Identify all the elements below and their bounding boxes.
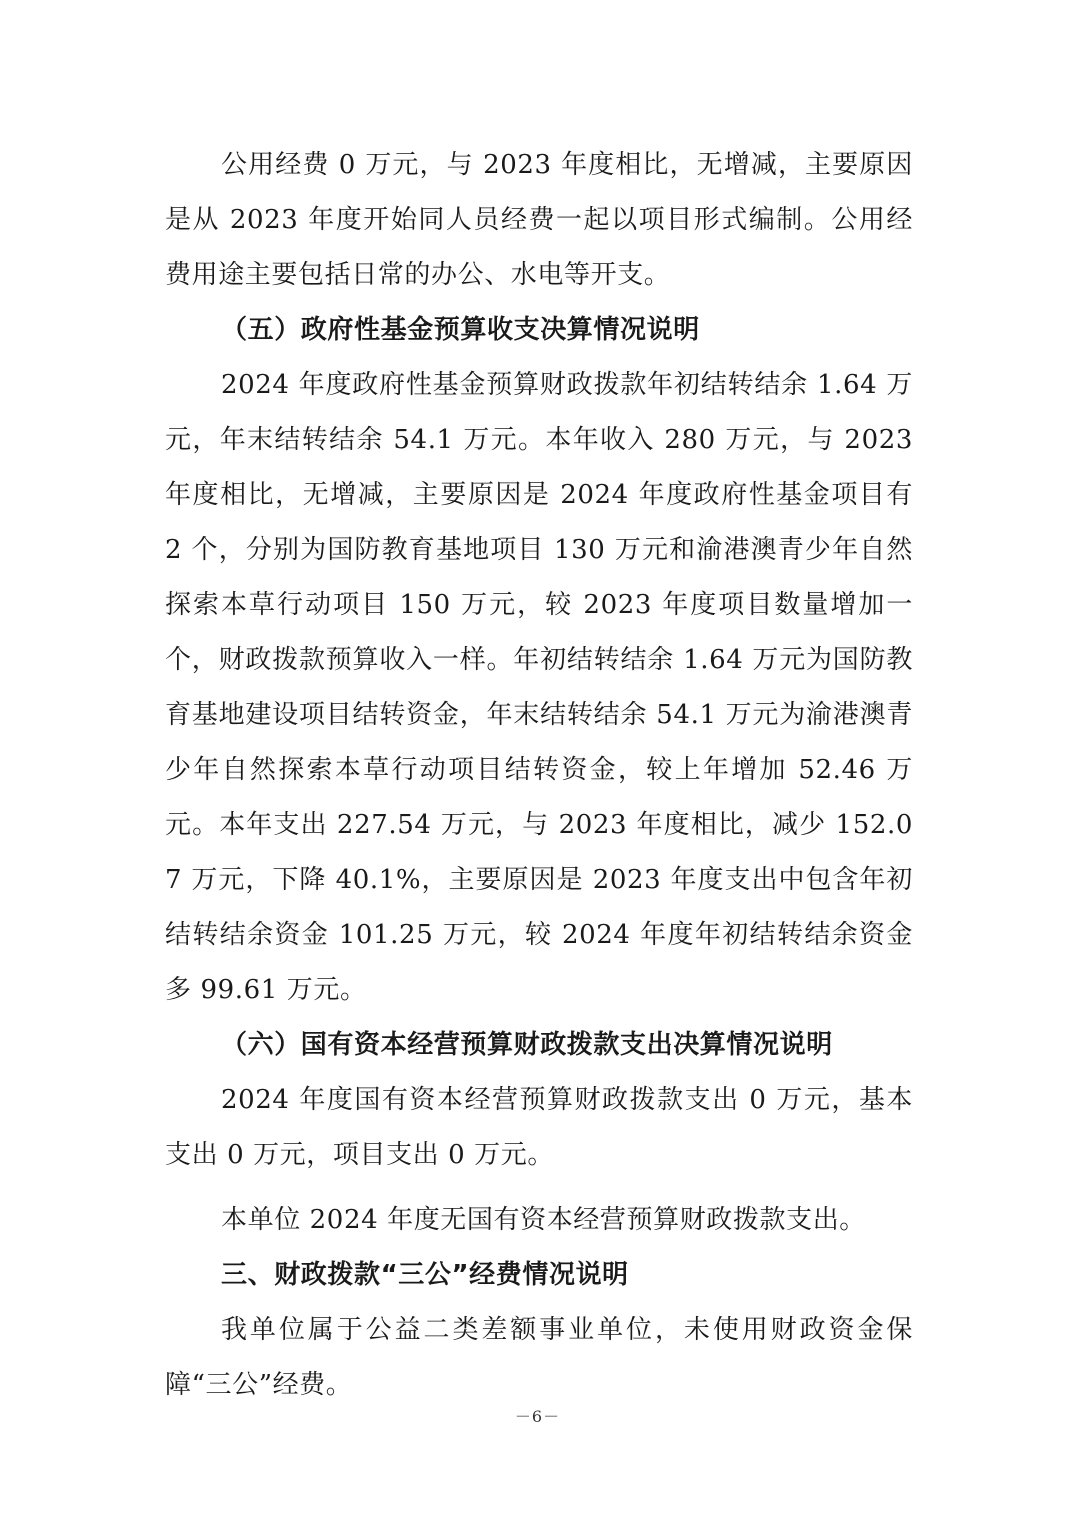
paragraph-state-capital-budget: 2024 年度国有资本经营预算财政拨款支出 0 万元，基本支出 0 万元，项目支出 0 万元。 [165,1085,913,1170]
paragraph-no-state-capital-expenditure: 本单位 2024 年度无国有资本经营预算财政拨款支出。 [221,1205,866,1235]
heading-three-public-expenses: 三、财政拨款“三公”经费情况说明 [221,1260,629,1290]
heading-state-capital-budget: （六）国有资本经营预算财政拨款支出决算情况说明 [221,1030,833,1060]
paragraph-public-expenses: 公用经费 0 万元，与 2023 年度相比，无增减，主要原因是从 2023 年度开始同人员经费一起以项目形式编制。公用经费用途主要包括日常的办公、水电等开支。 [165,150,913,290]
heading-government-fund-budget: （五）政府性基金预算收支决算情况说明 [221,315,700,345]
page-number: －6－ [514,1407,561,1426]
document-body [165,138,913,1413]
paragraph-government-fund-budget: 2024 年度政府性基金预算财政拨款年初结转结余 1.64 万元，年末结转结余 54.1 万元。本年收入 280 万元，与 2023 年度相比，无增减，主要原因是 2024 年度政府性基金项目有 2 个，分别为国防教育基地项目 130 万元和渝港澳青少年自然探索本草行动项目 150 万元，较 2023 年度项目数量增加一个，财政拨款预算收入一样。年初结转结余 1.64 万元为国防教育基地建设项目结转资金，年末结转结余 54.1 万元为渝港澳青少年自然探索本草行动项目结转资金，较上年增加 52.46 万元。本年支出 227.54 万元，与 2023 年度相比，减少 152.07 万元，下降 40.1%，主要原因是 2023 年度支出中包含年初结转结余资金 101.25 万元，较 2024 年度年初结转结余资金多 99.61 万元。 [165,370,913,1005]
paragraph-three-public-expenses: 我单位属于公益二类差额事业单位，未使用财政资金保障“三公”经费。 [165,1315,913,1400]
